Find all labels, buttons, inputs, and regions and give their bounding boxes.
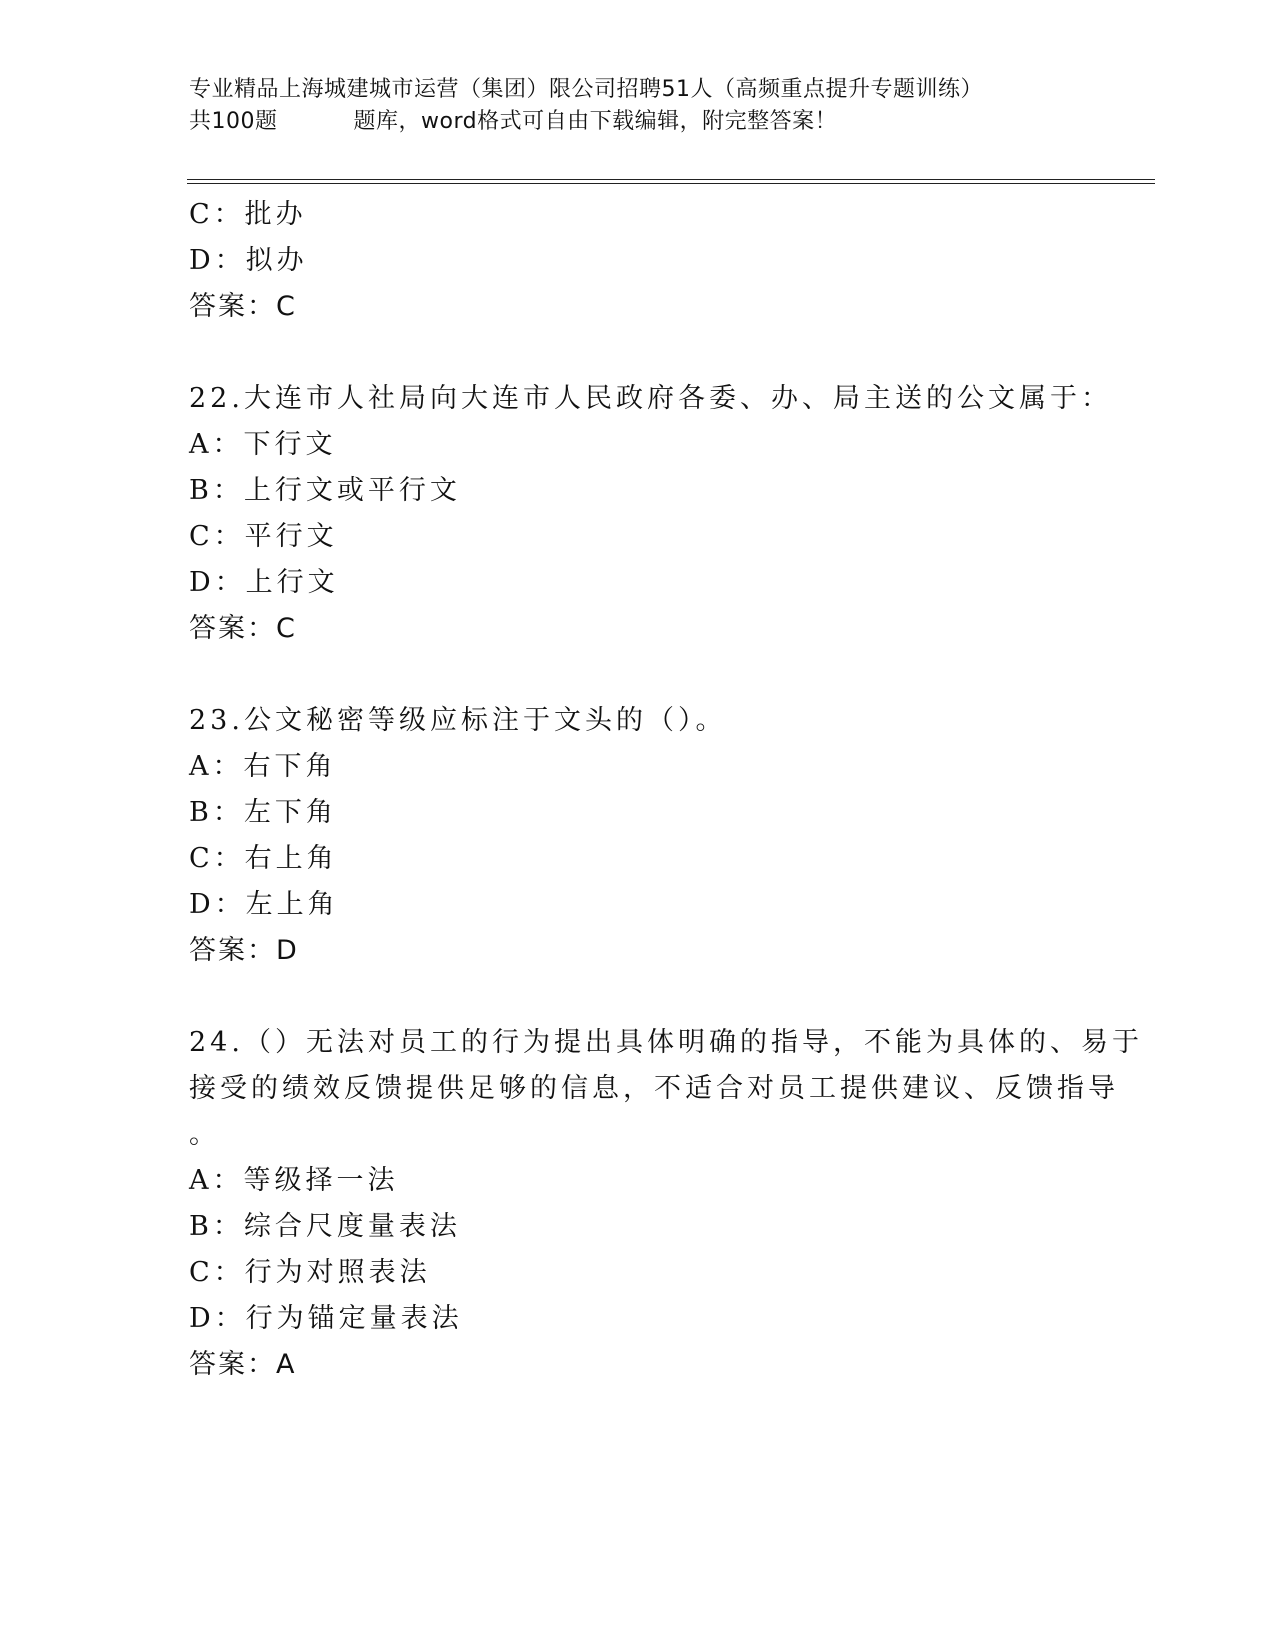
header-divider-top [187,179,1155,180]
answer-line: 答案：D [189,935,299,966]
question-stem-line-1: 24.（）无法对员工的行为提出具体明确的指导，不能为具体的、易于 [189,1027,1143,1058]
option-b: B：左下角 [189,797,337,828]
option-d: D：行为锚定量表法 [189,1303,463,1334]
option-a: A：等级择一法 [189,1165,399,1196]
option-c: C：平行文 [189,521,338,552]
option-c: C：批办 [189,199,307,230]
option-c: C：行为对照表法 [189,1257,431,1288]
option-a: A：右下角 [189,751,337,782]
header-title-line: 专业精品上海城建城市运营（集团）限公司招聘51人（高频重点提升专题训练） [189,77,983,102]
answer-line: 答案：A [189,1349,297,1380]
question-stem: 22.大连市人社局向大连市人民政府各委、办、局主送的公文属于： [189,383,1112,414]
option-d: D：上行文 [189,567,339,598]
question-block-21-tail [189,192,1119,330]
answer-line: 答案：C [189,613,297,644]
option-c: C：右上角 [189,843,338,874]
option-d: D：拟办 [189,245,308,276]
header-question-count: 共100题 [189,109,278,134]
question-block-22 [189,376,1119,652]
header-subtitle-line [189,106,1089,138]
header-format-note: 题库，word格式可自由下载编辑，附完整答案！ [353,109,838,134]
question-stem: 23.公文秘密等级应标注于文头的（）。 [189,705,727,736]
question-block-23 [189,698,1119,974]
question-stem-line-2: 接受的绩效反馈提供足够的信息，不适合对员工提供建议、反馈指导 [189,1073,1119,1104]
document-header [189,74,1089,138]
question-stem-line-3: 。 [189,1119,220,1150]
option-d: D：左上角 [189,889,339,920]
option-a: A：下行文 [189,429,337,460]
question-block-24 [189,1020,1143,1388]
option-b: B：综合尺度量表法 [189,1211,461,1242]
question-list [189,192,1143,1388]
header-divider-bottom [187,183,1155,184]
answer-line: 答案：C [189,291,297,322]
option-b: B：上行文或平行文 [189,475,461,506]
